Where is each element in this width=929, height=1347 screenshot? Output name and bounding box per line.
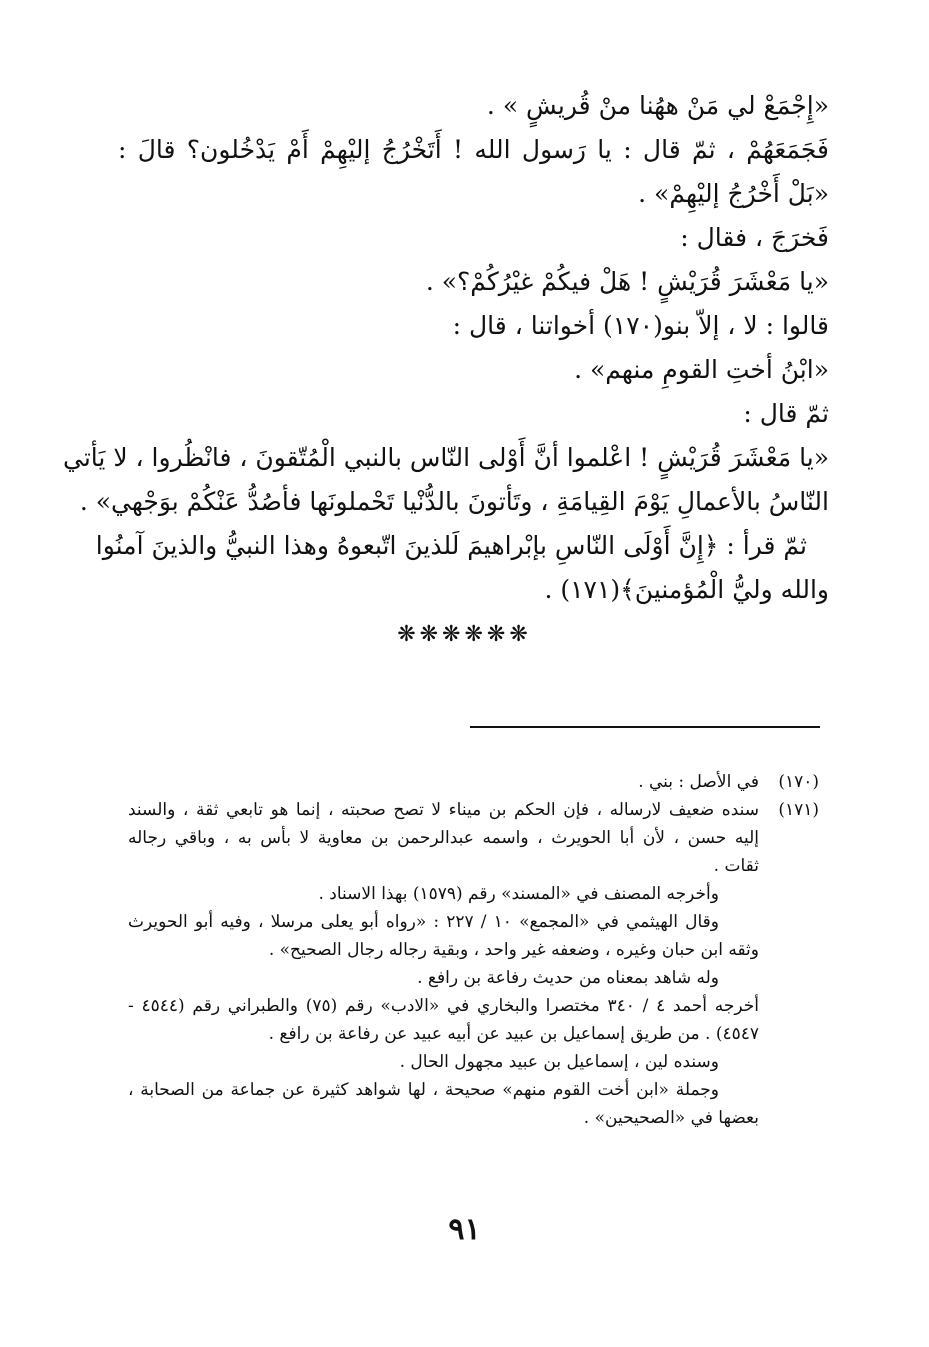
footnote-number: (١٧١) xyxy=(778,800,819,820)
footnote-line: وسنده لين ، إسماعيل بن عبيد مجهول الحال . xyxy=(399,1052,719,1072)
text-line: النّاسُ بالأعمالِ يَوْمَ القِيامَةِ ، وتَأتونَ بالدُّنْيا تَحْملونَها فأصُدُّ عَنْكُمْ بوَجْهي» . xyxy=(79,487,829,516)
footnote-170 xyxy=(128,768,819,796)
text-line: «إِجْمَعْ لي مَنْ ههُنا منْ قُريشٍ » . xyxy=(486,91,829,120)
footnote-line: ٤٥٤٧) . من طريق إسماعيل بن عبيد عن أبيه عبيد عن رفاعة بن رافع . xyxy=(268,1024,759,1044)
text-line: «بَلْ أَخْرُجُ إليْهِمْ» . xyxy=(638,179,829,208)
section-ornament: ❋❋❋❋❋❋ xyxy=(397,622,532,647)
text-line: ثمّ قرأ : ﴿إِنَّ أَوْلَى النّاسِ بإبْراهيمَ لَلذينَ اتّبعوهُ وهذا النبيُّ والذينَ آمنُوا xyxy=(95,531,807,560)
text-line: «يا مَعْشَرَ قُرَيْشٍ ! اعْلموا أنَّ أَوْلى النّاس بالنبي الْمُتّقونَ ، فانْظُروا ، لا يَأتي xyxy=(63,443,829,472)
text-line: والله وليُّ الْمُؤمنينَ﴾(١٧١) . xyxy=(544,575,829,604)
text-line: «ابْنُ أختِ القومِ منهم» . xyxy=(574,355,829,384)
footnote-line: وجملة «ابن أخت القوم منهم» صحيحة ، لها شواهد كثيرة عن جماعة من الصحابة ، xyxy=(128,1080,719,1100)
footnote-line: سنده ضعيف لارساله ، فإن الحكم بن ميناء لا تصح صحبته ، إنما هو تابعي ثقة ، والسند xyxy=(128,800,759,820)
footnote-separator xyxy=(470,726,820,728)
text-line: قالوا : لا ، إلاّ بنو(١٧٠) أخواتنا ، قال : xyxy=(452,311,829,340)
footnote-line: أخرجه أحمد ٤ / ٣٤٠ مختصرا والبخاري في «الادب» رقم (٧٥) والطبراني رقم (٤٥٤٤ - xyxy=(128,996,759,1016)
footnote-line: وأخرجه المصنف في «المسند» رقم (١٥٧٩) بهذا الاسناد . xyxy=(318,884,719,904)
page-number: ٩١ xyxy=(448,1212,481,1247)
footnote-line: في الأصل : بني . xyxy=(638,772,759,792)
footnote-line: وثقه ابن حبان وغيره ، وضعفه غير واحد ، وبقية رجاله رجال الصحيح» . xyxy=(268,940,759,960)
footnote-line: ثقات . xyxy=(713,856,759,876)
text-line: فَخرَجَ ، فقال : xyxy=(680,223,829,252)
footnote-line: وله شاهد بمعناه من حديث رفاعة بن رافع . xyxy=(417,968,719,988)
footnote-line: بعضها في «الصحيحين» . xyxy=(583,1108,759,1128)
text-line: «يا مَعْشَرَ قُرَيْشٍ ! هَلْ فيكُمْ غيْرُكُمْ؟» . xyxy=(425,267,829,296)
main-text xyxy=(63,84,829,612)
footnote-number: (١٧٠) xyxy=(778,772,819,792)
text-line: فَجَمَعَهُمْ ، ثمّ قال : يا رَسول الله ! أَتَخْرُجُ إليْهِمْ أَمْ يَدْخُلون؟ قالَ : xyxy=(118,135,829,164)
footnotes xyxy=(128,768,819,1132)
text-line: ثمّ قال : xyxy=(743,399,829,428)
footnote-line: وقال الهيثمي في «المجمع» ١٠ / ٢٢٧ : «رواه أبو يعلى مرسلا ، وفيه أبو الحويرث xyxy=(128,912,719,932)
footnote-171 xyxy=(128,796,819,880)
footnote-line: إليه حسن ، لأن أبا الحويرث ، واسمه عبدالرحمن بن معاوية لا بأس به ، وباقي رجاله xyxy=(128,828,759,848)
footnote-paragraphs xyxy=(128,880,759,1132)
